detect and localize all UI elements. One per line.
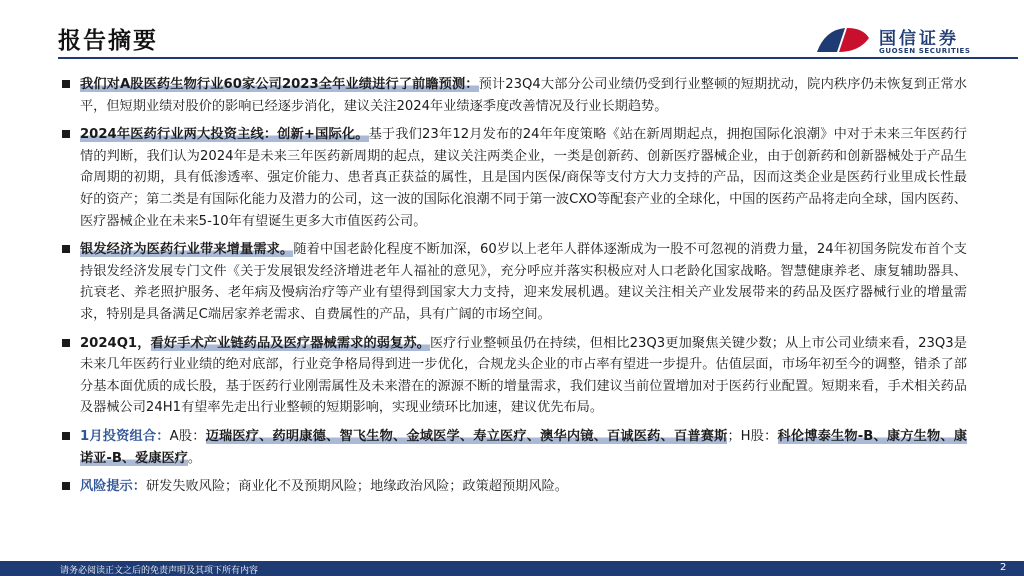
bullet-square (62, 339, 70, 347)
h-share-prefix: ；H股： (727, 428, 778, 444)
item-lead: 1月投资组合： (80, 428, 170, 444)
summary-item-risks (62, 476, 967, 498)
item-body: 研发失败风险；商业化不及预期风险；地缘政治风险；政策超预期风险。 (145, 479, 568, 495)
item-lead-plain: 2024Q1， (80, 335, 151, 351)
item-body: 基于我们23年12月发布的24年年度策略《站在新周期起点，拥抱国际化浪潮》中对于未来三年医药行情的判断，我们认为2024年是未来三年医药新周期的起点，建议关注两类企业，一类是创新药、创新医疗器械企业，由于创新药和创新器械处于产品生命周期的初期，具有低渗透率、强定价能力、患者真正获益的属性，且是国内医保/商保等支付方大力支持的产品，因而这类企业是医药行业里成长性最好的资产；第二类是有国际化能力及潜力的公司，这一波的国际化浪潮不同于第一波CXO等配套产业的全球化，中国的医药产品将走向全球，国内医药、医疗器械企业在未来5-10年有望诞生更多大市值医药公司。 (80, 127, 967, 229)
page-number: 2 (1000, 562, 1007, 573)
page-title: 报告摘要 (58, 28, 158, 54)
bullet-square (62, 245, 70, 253)
summary-item-portfolio (62, 426, 967, 469)
bullet-square (62, 80, 70, 88)
bullet-square (62, 482, 70, 490)
summary-item-themes (62, 124, 967, 232)
item-lead: 银发经济为医药行业带来增量需求。 (80, 242, 294, 258)
h-share-stocks: 科伦博泰生物-B、康方生物、康诺亚-B、爱康医疗 (80, 428, 967, 466)
item-body: 随着中国老龄化程度不断加深，60岁以上老年人群体逐渐成为一股不可忽视的消费力量，24年初国务院发布首个支持银发经济发展专门文件《关于发展银发经济增进老年人福祉的意见》，充分呼应并落实积极应对人口老龄化国家战略。智慧健康养老、康复辅助器具、抗衰老、养老照护服务、老年病及慢病治疗等产业有望得到国家大力支持，迎来发展机遇。建议关注相关产业发展带来的药品及医疗器械行业的增量需求，特别是具备满足C端居家养老需求、自费属性的产品，具有广阔的市场空间。 (80, 242, 967, 322)
guosen-logo-icon (815, 22, 871, 58)
item-end: 。 (187, 450, 202, 466)
company-logo (815, 20, 1000, 60)
logo-name-cn: 国信证券 (879, 29, 959, 49)
summary-item-silver-economy (62, 239, 967, 325)
summary-body (62, 74, 967, 505)
a-share-prefix: A股： (169, 428, 206, 444)
logo-name-en: GUOSEN SECURITIES (879, 47, 971, 55)
item-body: 医疗行业整顿虽仍在持续，但相比23Q3更加聚焦关键少数；从上市公司业绩来看，23Q3是未来几年医药行业业绩的绝对底部，行业竞争格局得到进一步优化，合规龙头企业的市占率有望进一步提升。估值层面，市场年初至今的调整，错杀了部分基本面优质的成长股，基于医药行业刚需属性及未来潜在的源源不断的增量需求，我们建议当前位置增加对于医药行业配置。短期来看，手术相关药品及器械公司24H1有望率先走出行业整顿的短期影响，实现业绩环比加速，建议优先布局。 (80, 335, 967, 416)
item-lead: 看好手术产业链药品及医疗器械需求的弱复苏。 (150, 335, 430, 351)
item-lead: 我们对A股医药生物行业60家公司2023全年业绩进行了前瞻预测： (80, 77, 479, 92)
a-share-stocks: 迈瑞医疗、药明康德、智飞生物、金域医学、寿立医疗、澳华内镜、百诚医药、百普赛斯 (205, 428, 728, 444)
bullet-square (62, 130, 70, 138)
footer-disclaimer: 请务必阅读正文之后的免责声明及其项下所有内容 (60, 566, 259, 576)
summary-item-earnings (62, 74, 967, 117)
item-body: 预计23Q4大部分公司业绩仍受到行业整顿的短期扰动，院内秩序仍未恢复到正常水平，但短期业绩对股价的影响已经逐步消化，建议关注2024年业绩逐季度改善情况及行业长期趋势。 (80, 77, 967, 114)
item-lead: 风险提示： (80, 479, 146, 495)
bullet-square (62, 432, 70, 440)
item-lead: 2024年医药行业两大投资主线：创新+国际化。 (80, 127, 369, 143)
summary-item-2024q1 (62, 333, 967, 419)
